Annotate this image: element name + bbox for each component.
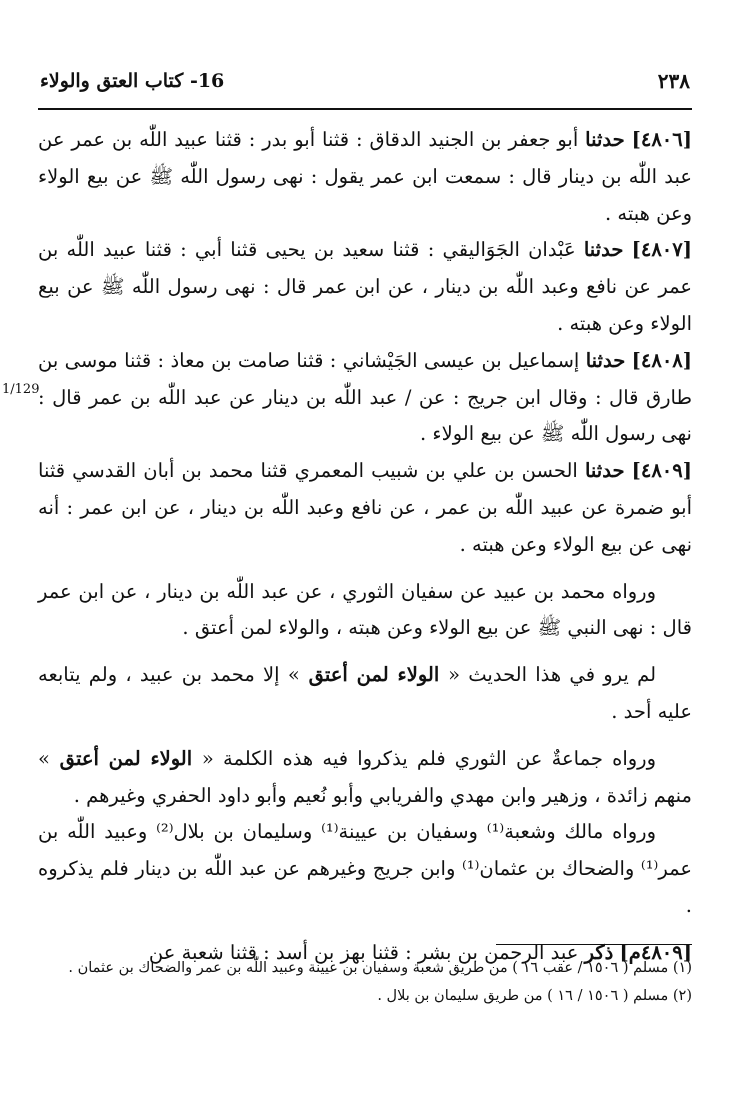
page-body <box>38 122 692 972</box>
hadith-lead-word: حدثنا <box>583 238 624 262</box>
hadith-4809 <box>38 453 692 563</box>
commentary-paragraph: ورواه محمد بن عبيد عن سفيان الثوري ، عن عبد اللّٰه بن دينار ، عن ابن عمر قال : نهى النبي ﷺ عن بيع الولاء وعن هبته ، والولاء لمن أعتق . <box>38 579 692 640</box>
manuscript-folio-note: 1/129 <box>2 382 40 397</box>
hadith-number: [٤٨٠٩] <box>631 459 692 483</box>
commentary-paragraph <box>38 741 692 815</box>
hadith-text: إسماعيل بن عيسى الجَيْشاني : قثنا صامت بن معاذ : قثنا موسى بن طارق قال : وقال ابن جريج : عن / عبد اللّٰه بن دينار عن عبد اللّٰه بن عمر قال : نهى رسول اللّٰه ﷺ عن بيع الولاء . <box>38 348 692 446</box>
hadith-lead-word: حدثنا <box>585 128 625 151</box>
commentary-text: » منهم زائدة ، وزهير وابن مهدي والفريابي وأبو نُعيم وأبو داود الحفري وغيرهم . <box>38 746 692 807</box>
page-number: ٢٣٨ <box>657 69 690 93</box>
hadith-lead-word: ذكر <box>584 940 614 964</box>
hadith-lead-word: حدثنا <box>585 348 626 372</box>
hadith-4808 <box>38 343 692 453</box>
hadith-number: [٤٨٠٨] <box>631 348 693 372</box>
hadith-text: عبد الرحمن بن بشر : قثنا بهز بن أسد : قثنا شعبة عن <box>148 940 579 964</box>
commentary-paragraph: ورواه مالك وشعبة⁽¹⁾ وسفيان بن عيينة⁽¹⁾ وسليمان بن بلال⁽²⁾ وعبيد اللّٰه بن عمر⁽¹⁾ والضحاك بن عثمان⁽¹⁾ وابن جريج وغيرهم عن عبد اللّٰه بن دينار فلم يذكروه . <box>38 820 692 917</box>
hadith-number: [٤٨٠٧] <box>631 238 692 262</box>
hadith-number: [٤٨٠٩م] <box>619 940 692 964</box>
hadith-text: الحسن بن علي بن شبيب المعمري قثنا محمد بن أبان القدسي قثنا أبو ضمرة عن عبيد اللّٰه بن عمر ، عن نافع وعبد اللّٰه بن دينار ، عن ابن عمر : أنه نهى عن بيع الولاء وعن هبته . <box>38 459 692 556</box>
commentary-text: لم يرو في هذا الحديث « <box>448 663 657 687</box>
hadith-text: أبو جعفر بن الجنيد الدقاق : قثنا أبو بدر : قثنا عبيد اللّٰه بن عمر عن عبد اللّٰه بن دينار قال : سمعت ابن عمر يقول : نهى رسول اللّٰه ﷺ عن بيع الولاء وعن هبته . <box>38 128 692 225</box>
hadith-4807 <box>38 232 692 342</box>
quoted-phrase: الولاء لمن أعتق <box>299 663 449 687</box>
commentary-text: ورواه جماعةٌ عن الثوري فلم يذكروا فيه هذه الكلمة « <box>201 746 656 770</box>
chapter-title: 16- كتاب العتق والولاء <box>40 70 225 92</box>
hadith-4806 <box>38 122 692 232</box>
hadith-number: [٤٨٠٦] <box>631 128 692 151</box>
hadith-lead-word: حدثنا <box>584 459 625 483</box>
commentary-text: » إلا محمد بن عبيد ، ولم يتابعه عليه أحد . <box>38 663 692 723</box>
footnote-1: (١) مسلم ( ١٥٠٦ / عقب ١٦ ) من طريق شعبة وسفيان بن عيينة وعبيد اللّٰه بن عمر والضحاك بن عثمان . <box>68 960 692 976</box>
hadith-text: عَبْدان الجَوَاليقي : قثنا سعيد بن يحيى قثنا أبي : قثنا عبيد اللّٰه بن عمر عن نافع وعبد اللّٰه بن دينار ، عن ابن عمر قال : نهى رسول اللّٰه ﷺ عن بيع الولاء وعن هبته . <box>38 238 692 335</box>
quoted-phrase: الولاء لمن أعتق <box>49 746 202 770</box>
footnote-divider <box>496 944 692 945</box>
header-divider <box>38 108 692 110</box>
commentary-paragraph <box>38 657 692 731</box>
page-header <box>40 62 690 100</box>
footnote-2: (٢) مسلم ( ١٥٠٦ / ١٦ ) من طريق سليمان بن بلال . <box>377 988 692 1004</box>
footnotes <box>38 954 692 1010</box>
